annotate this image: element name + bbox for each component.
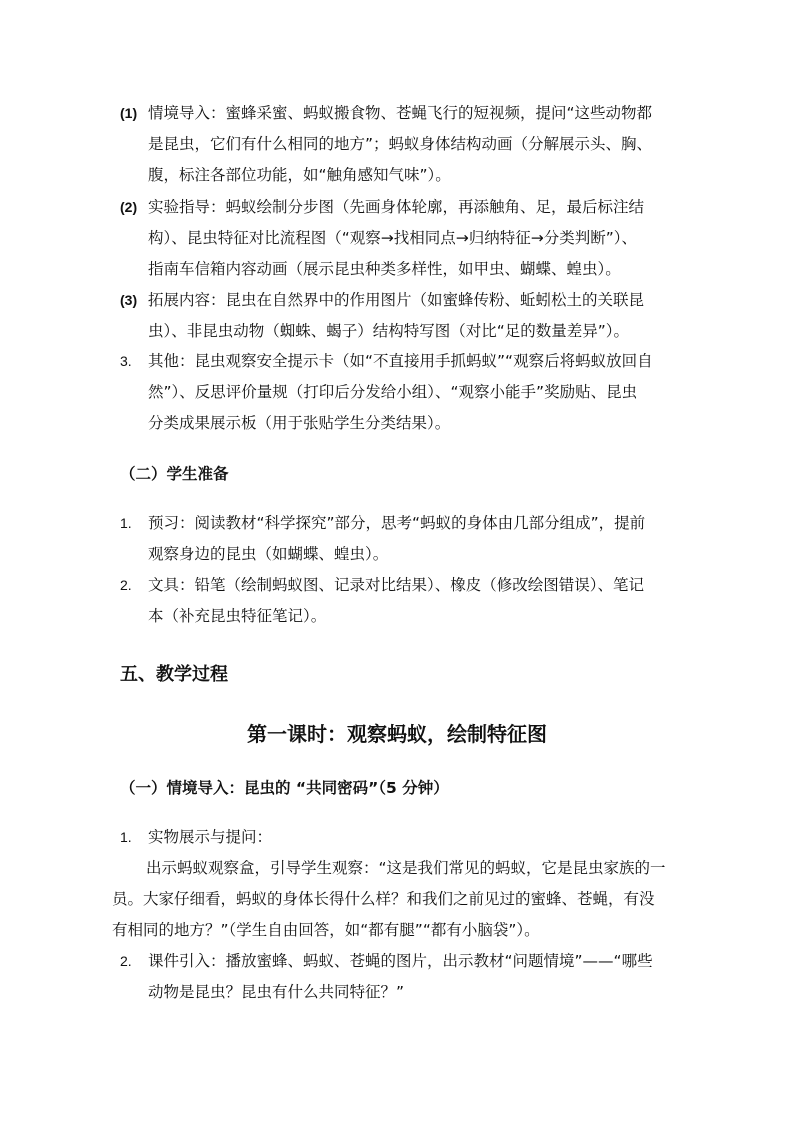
item-text-line: 预习：阅读教材“科学探究”部分，思考“蚂蚁的身体由几部分组成”，提前 [148,514,646,532]
paragraph-line: 有相同的地方？”（学生自由回答，如“都有腿”“都有小脑袋”）。 [112,921,540,939]
item-text-line: 虫）、非昆虫动物（蜘蛛、蝎子）结构特写图（对比“足的数量差异”）。 [148,322,630,340]
item-text-line: 动物是昆虫？昆虫有什么共同特征？” [148,983,405,1001]
item-text-line: 实物展示与提问： [148,828,273,846]
item-number: 1. [120,515,132,531]
material-item-3 [120,285,680,347]
process-heading: 五、教学过程 [120,664,228,685]
item-text-line: 其他：昆虫观察安全提示卡（如“不直接用手抓蚂蚁”“观察后将蚂蚁放回自 [148,352,653,370]
item-text-line: 构）、昆虫特征对比流程图（“观察→找相同点→归纳特征→分类判断”）、 [148,229,638,247]
material-item-2 [120,192,680,285]
item-text-line: 是昆虫，它们有什么相同的地方”；蚂蚁身体结构动画（分解展示头、胸、 [148,135,653,153]
item-text-line: 观察身边的昆虫（如蝴蝶、蝗虫）。 [148,545,389,563]
lesson-title: 第一课时：观察蚂蚁，绘制特征图 [247,722,547,746]
item-text-line: 指南车信箱内容动画（展示昆虫种类多样性，如甲虫、蝴蝶、蝗虫）。 [148,260,621,278]
item-text-line: 情境导入：蜜蜂采蜜、蚂蚁搬食物、苍蝇飞行的短视频，提问“这些动物都 [148,104,653,122]
student-prep-item-2 [120,570,680,632]
paragraph-line: 出示蚂蚁观察盒，引导学生观察：“这是我们常见的蚂蚁，它是昆虫家族的一 [146,859,666,877]
item-text-line: 然”）、反思评价量规（打印后分发给小组）、“观察小能手”奖励贴、昆虫 [148,383,638,401]
item-number: 2. [120,953,132,969]
material-item-other [120,346,680,439]
student-prep-item-1 [120,508,680,570]
item-number: (1) [120,105,138,121]
item-number: 3. [120,353,132,369]
intro-item-1 [120,822,680,853]
item-text-line: 课件引入：播放蜜蜂、蚂蚁、苍蝇的图片，出示教材“问题情境”——“哪些 [148,952,653,970]
student-prep-heading: （二）学生准备 [120,465,229,483]
item-text-line: 分类成果展示板（用于张贴学生分类结果）。 [148,414,451,432]
item-text-line: 实验指导：蚂蚁绘制分步图（先画身体轮廓，再添触角、足，最后标注结 [148,198,645,216]
intro-paragraph [112,853,684,946]
item-number: 2. [120,577,132,593]
item-text-line: 拓展内容：昆虫在自然界中的作用图片（如蜜蜂传粉、蚯蚓松土的关联昆 [148,291,645,309]
item-text-line: 文具：铅笔（绘制蚂蚁图、记录对比结果）、橡皮（修改绘图错误）、笔记 [148,576,645,594]
item-text-line: 本（补充昆虫特征笔记）。 [148,607,327,625]
item-number: (3) [120,292,138,308]
item-number: 1. [120,829,132,845]
material-item-1 [120,98,680,191]
intro-heading: （一）情境导入：昆虫的 “共同密码”（5 分钟） [120,779,449,797]
item-number: (2) [120,199,138,215]
paragraph-line: 员。大家仔细看，蚂蚁的身体长得什么样？和我们之前见过的蜜蜂、苍蝇，有没 [112,890,655,908]
intro-item-2 [120,946,680,1008]
item-text-line: 腹，标注各部位功能，如“触角感知气味”）。 [148,166,451,184]
